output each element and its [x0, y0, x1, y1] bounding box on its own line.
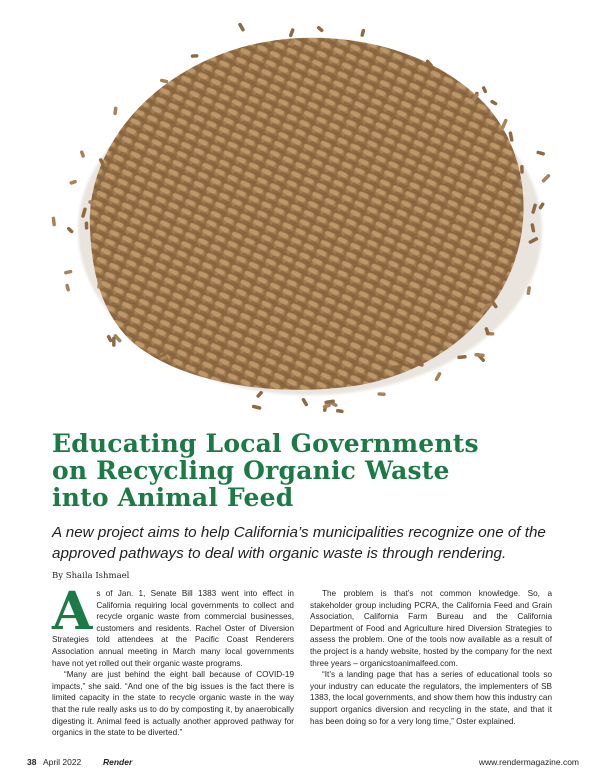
loose-pellet: [85, 221, 89, 229]
loose-pellet: [160, 78, 169, 83]
loose-pellet: [336, 409, 344, 413]
issue-date: April 2022: [43, 757, 82, 767]
body-column-left: [52, 581, 294, 739]
title-line: into Animal Feed: [52, 483, 294, 512]
loose-pellet: [360, 29, 365, 38]
drop-cap: A: [52, 581, 93, 642]
loose-pellet: [434, 371, 442, 381]
loose-pellet: [301, 397, 309, 407]
magazine-website-link[interactable]: www.rendermagazine.com: [478, 757, 579, 767]
byline: By Shaila Ishmael: [52, 571, 130, 581]
paragraph-text: s of Jan. 1, Senate Bill 1383 went into effect in California requiring local governments to collect and recycle organic waste from commercial businesses, customers and residents. Rachel Oster of Diversion Strategies told attendees at the Pacific Coast Renderers Association annual meeting in March many local governments have not yet rolled out their organic waste programs.: [52, 589, 294, 668]
loose-pellet: [112, 337, 116, 347]
loose-pellet: [66, 226, 74, 234]
loose-pellet: [474, 353, 485, 357]
loose-pellet: [80, 150, 86, 158]
article-title: [52, 430, 572, 511]
body-paragraph: “It’s a landing page that has a series of educational tools so your industry can educate the regulators, the implementers of SB 1383, the local governments, and show them how this industry can support organics diversion and recycling in the state, and that it has been doing so for a very long time,” Oster explained.: [310, 670, 552, 726]
body-paragraph: [52, 581, 294, 669]
loose-pellet: [316, 25, 324, 33]
loose-pellet: [106, 334, 113, 342]
pellet-pile: [90, 38, 524, 390]
loose-pellet: [536, 150, 545, 156]
loose-pellet: [252, 404, 262, 410]
loose-pellet: [500, 118, 508, 129]
loose-pellet: [541, 173, 551, 183]
loose-pellet: [481, 86, 487, 94]
loose-pellet: [289, 28, 295, 38]
body-paragraph: The problem is that’s not common knowledge. So, a stakeholder group including PCRA, the California Feed and Grain Association, California Farm Bureau and the California Department of Food and Agriculture hired Diversion Strategies to assess the problem. One of the tools now available as a result of the project is a handy website, hosted by the company for the next three years – organicstoanimalfeed.com.: [310, 589, 552, 668]
article-subtitle: A new project aims to help California’s municipalities recognize one of the approved pathways to deal with organic waste is through rendering.: [52, 524, 546, 562]
loose-pellet: [64, 269, 73, 274]
magazine-name: Render: [103, 757, 133, 767]
loose-pellet: [113, 106, 118, 115]
loose-pellet: [520, 165, 524, 174]
loose-pellet: [377, 392, 385, 396]
loose-pellet: [191, 54, 199, 58]
body-paragraph: “Many are just behind the eight ball because of COVID-19 impacts,” she said. “And one of the big issues is the fact there is limited capacity in the state to recycle organic waste in the way that the rule really asks us to do by composting it, by anaerobically digesting it. Animal feed is actually another approved pathway for organics in the state to be diverted.”: [52, 670, 294, 738]
title-line: on Recycling Organic Waste: [52, 456, 450, 485]
loose-pellet: [490, 99, 498, 106]
title-line: Educating Local Governments: [52, 429, 479, 458]
loose-pellet: [65, 283, 70, 291]
loose-pellet: [51, 216, 56, 226]
loose-pellet: [238, 22, 246, 32]
page-footer: [27, 757, 579, 769]
loose-pellet: [69, 180, 77, 186]
body-column-right: [310, 588, 552, 727]
page-number: 38: [27, 757, 37, 767]
